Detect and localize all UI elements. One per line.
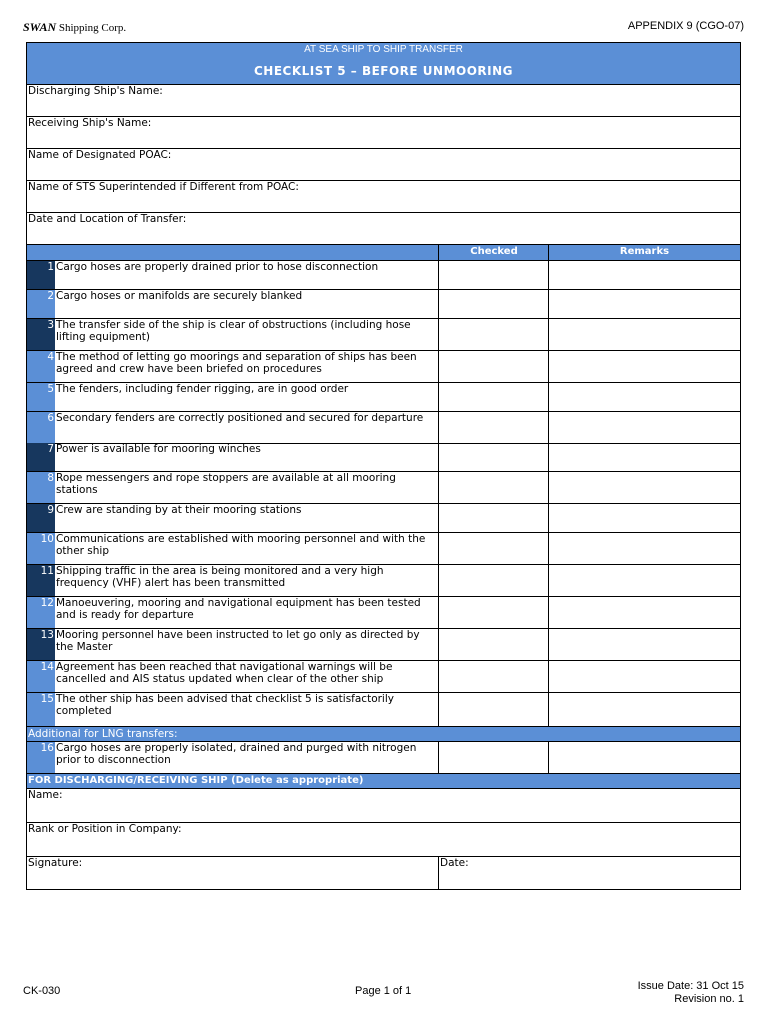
signature-row	[27, 857, 740, 889]
item-text: Cargo hoses are properly drained prior to hose disconnection	[56, 261, 379, 273]
item-checked-cell[interactable]	[438, 565, 549, 596]
field-label: Receiving Ship's Name:	[28, 117, 152, 129]
item-text: Rope messengers and rope stoppers are available at all mooring stations	[56, 472, 396, 496]
field-date-location[interactable]	[27, 213, 740, 245]
field-label: Name of STS Superintended if Different from POAC:	[28, 181, 299, 193]
item-text: Mooring personnel have been instructed to let go only as directed by the Master	[56, 629, 420, 653]
checklist-item-15	[27, 693, 740, 727]
checklist-item-9	[27, 504, 740, 533]
item-number: 13	[27, 629, 55, 660]
item-remarks-cell[interactable]	[548, 472, 740, 503]
sig-label: Rank or Position in Company:	[28, 823, 182, 835]
field-designated-poac[interactable]	[27, 149, 740, 181]
item-checked-cell[interactable]	[438, 290, 549, 318]
item-checked-cell[interactable]	[438, 261, 549, 289]
item-number: 16	[27, 742, 55, 773]
item-checked-cell[interactable]	[438, 533, 549, 564]
item-checked-cell[interactable]	[438, 412, 549, 443]
column-checked: Checked	[438, 245, 549, 261]
item-checked-cell[interactable]	[438, 472, 549, 503]
item-text: The transfer side of the ship is clear of obstructions (including hose lifting equipment)	[56, 319, 411, 343]
field-label: Date and Location of Transfer:	[28, 213, 187, 225]
lng-section-band: Additional for LNG transfers:	[27, 727, 740, 742]
item-number: 4	[27, 351, 55, 382]
checklist-item-10	[27, 533, 740, 565]
item-number: 6	[27, 412, 55, 443]
item-text: Cargo hoses are properly isolated, drained and purged with nitrogen prior to disconnection	[56, 742, 417, 766]
item-number: 15	[27, 693, 55, 726]
item-remarks-cell[interactable]	[548, 742, 740, 773]
issue-date: Issue Date: 31 Oct 15	[637, 980, 744, 992]
field-discharging-ship[interactable]	[27, 85, 740, 117]
item-remarks-cell[interactable]	[548, 351, 740, 382]
item-checked-cell[interactable]	[438, 742, 549, 773]
item-number: 12	[27, 597, 55, 628]
item-remarks-cell[interactable]	[548, 290, 740, 318]
checklist-item-8	[27, 472, 740, 504]
checklist-item-13	[27, 629, 740, 661]
ship-section-band: FOR DISCHARGING/RECEIVING SHIP (Delete as appropriate)	[27, 774, 740, 789]
item-number: 2	[27, 290, 55, 318]
form-code: CK-030	[23, 985, 61, 997]
company-name	[23, 20, 126, 35]
checklist-item-4	[27, 351, 740, 383]
item-text: The fenders, including fender rigging, are in good order	[56, 383, 349, 395]
item-text: Cargo hoses or manifolds are securely blanked	[56, 290, 303, 302]
item-text: Manoeuvering, mooring and navigational equipment has been tested and is ready for departure	[56, 597, 421, 621]
item-remarks-cell[interactable]	[548, 693, 740, 726]
item-remarks-cell[interactable]	[548, 533, 740, 564]
item-text: Secondary fenders are correctly positioned and secured for departure	[56, 412, 424, 424]
item-checked-cell[interactable]	[438, 597, 549, 628]
item-number: 1	[27, 261, 55, 289]
item-number: 11	[27, 565, 55, 596]
item-remarks-cell[interactable]	[548, 412, 740, 443]
item-remarks-cell[interactable]	[548, 319, 740, 350]
item-number: 9	[27, 504, 55, 532]
date-field[interactable]	[438, 857, 469, 889]
item-remarks-cell[interactable]	[548, 565, 740, 596]
signature-rank-field[interactable]	[27, 823, 740, 857]
item-checked-cell[interactable]	[438, 661, 549, 692]
form-title-line1: AT SEA SHIP TO SHIP TRANSFER	[27, 43, 740, 58]
item-number: 8	[27, 472, 55, 503]
item-number: 10	[27, 533, 55, 564]
item-checked-cell[interactable]	[438, 629, 549, 660]
item-text: Power is available for mooring winches	[56, 443, 261, 455]
checklist-item-14	[27, 661, 740, 693]
field-label: Discharging Ship's Name:	[28, 85, 163, 97]
item-remarks-cell[interactable]	[548, 261, 740, 289]
date-label: Date:	[440, 857, 469, 869]
signature-name-field[interactable]	[27, 789, 740, 823]
item-checked-cell[interactable]	[438, 383, 549, 411]
company-name-bold: SWAN	[23, 20, 57, 34]
checklist-form	[26, 42, 741, 890]
checklist-item-1	[27, 261, 740, 290]
field-sts-superintendent[interactable]	[27, 181, 740, 213]
checklist-item-5	[27, 383, 740, 412]
column-remarks: Remarks	[548, 245, 740, 261]
item-checked-cell[interactable]	[438, 693, 549, 726]
item-number: 7	[27, 443, 55, 471]
item-remarks-cell[interactable]	[548, 629, 740, 660]
item-remarks-cell[interactable]	[548, 383, 740, 411]
item-text: Crew are standing by at their mooring stations	[56, 504, 302, 516]
item-remarks-cell[interactable]	[548, 504, 740, 532]
item-number: 5	[27, 383, 55, 411]
checklist-item-3	[27, 319, 740, 351]
item-checked-cell[interactable]	[438, 319, 549, 350]
company-name-rest: Shipping Corp.	[56, 22, 127, 34]
item-checked-cell[interactable]	[438, 443, 549, 471]
field-label: Name of Designated POAC:	[28, 149, 172, 161]
checklist-item-12	[27, 597, 740, 629]
item-remarks-cell[interactable]	[548, 443, 740, 471]
item-checked-cell[interactable]	[438, 504, 549, 532]
item-checked-cell[interactable]	[438, 351, 549, 382]
field-receiving-ship[interactable]	[27, 117, 740, 149]
column-header-row	[27, 245, 740, 261]
item-number: 14	[27, 661, 55, 692]
checklist-item-7	[27, 443, 740, 472]
form-title-line2: CHECKLIST 5 – BEFORE UNMOORING	[27, 58, 740, 85]
item-remarks-cell[interactable]	[548, 597, 740, 628]
sig-label: Name:	[28, 789, 63, 801]
checklist-item-6	[27, 412, 740, 444]
item-remarks-cell[interactable]	[548, 661, 740, 692]
item-text: Communications are established with mooring personnel and with the other ship	[56, 533, 426, 557]
item-text: The method of letting go moorings and separation of ships has been agreed and crew have been briefed on procedures	[56, 351, 417, 375]
item-text: Shipping traffic in the area is being monitored and a very high frequency (VHF) alert has been transmitted	[56, 565, 384, 589]
signature-field[interactable]: Signature:	[28, 857, 83, 869]
item-text: Agreement has been reached that navigational warnings will be cancelled and AIS status updated when clear of the other ship	[56, 661, 393, 685]
checklist-item-16	[27, 742, 740, 774]
item-text: The other ship has been advised that checklist 5 is satisfactorily completed	[56, 693, 394, 717]
appendix-label: APPENDIX 9 (CGO-07)	[627, 20, 744, 32]
checklist-item-2	[27, 290, 740, 319]
checklist-item-11	[27, 565, 740, 597]
revision-number: Revision no. 1	[674, 993, 744, 1005]
page-number: Page 1 of 1	[355, 985, 412, 997]
item-number: 3	[27, 319, 55, 350]
